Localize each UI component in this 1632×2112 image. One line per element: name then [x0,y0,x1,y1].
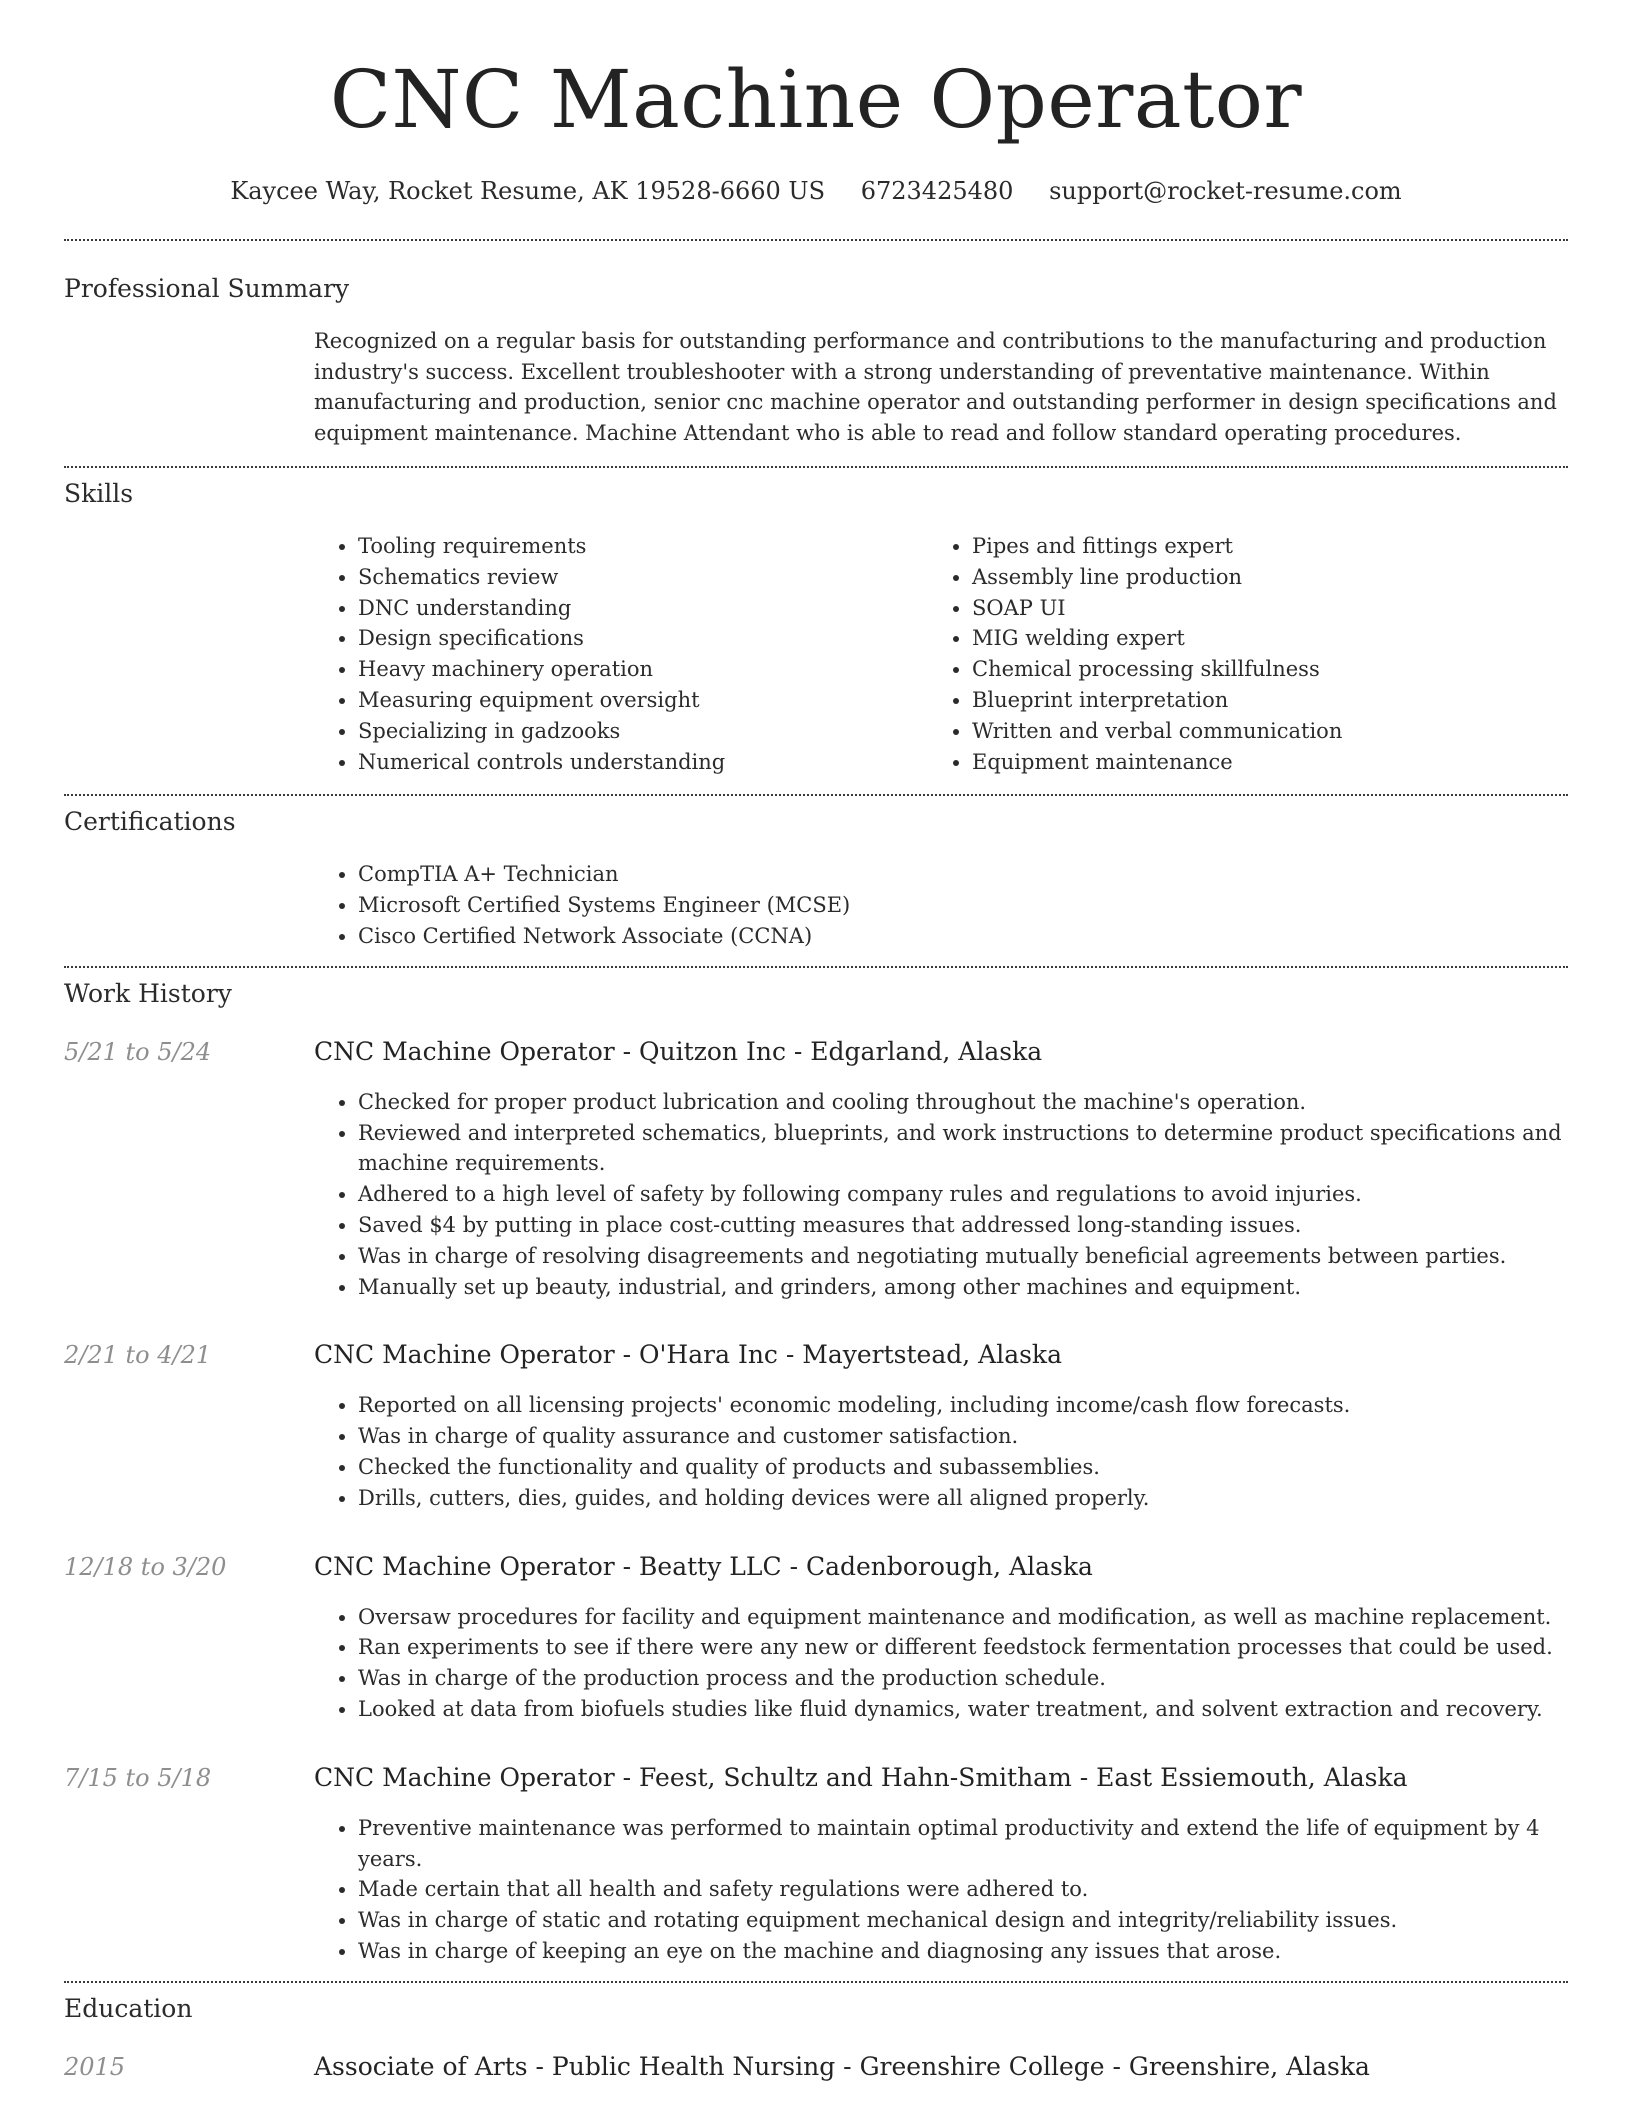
job-bullet: • Ran experiments to see if there were any new or different feedstock fermentation processes that could be used. [358,1632,1568,1663]
skills-column-left [314,531,928,777]
skill-item: • Schematics review [358,562,928,593]
job-bullet: • Was in charge of quality assurance and customer satisfaction. [358,1421,1568,1452]
job-bullet: • Oversaw procedures for facility and equipment maintenance and modification, as well as machine replacement. [358,1602,1568,1633]
skill-item: • Chemical processing skillfulness [972,654,1542,685]
skill-item: • MIG welding expert [972,623,1542,654]
job-bullet: • Reviewed and interpreted schematics, blueprints, and work instructions to determine product specifications and machine requirements. [358,1118,1568,1180]
job-bullet: • Was in charge of the production process and the production schedule. [358,1663,1568,1694]
job-title: CNC Machine Operator - Beatty LLC - Cadenborough, Alaska [314,1551,1093,1581]
skill-item: • Blueprint interpretation [972,685,1542,716]
education-section [64,1983,1568,2082]
education-title: Associate of Arts - Public Health Nursing - Greenshire College - Greenshire, Alaska [314,2051,1370,2081]
job-bullet: • Was in charge of static and rotating equipment mechanical design and integrity/reliability issues. [358,1905,1568,1936]
section-title-skills: Skills [64,479,134,508]
skill-item: • Design specifications [358,623,928,654]
resume-name: CNC Machine Operator [329,53,1303,146]
job-bullet: • Adhered to a high level of safety by following company rules and regulations to avoid injuries. [358,1179,1568,1210]
skill-item: • Equipment maintenance [972,747,1542,778]
contact-address: Kaycee Way, Rocket Resume, AK 19528-6660 US [230,177,826,205]
education-entry [64,2052,1568,2082]
job-bullet: • Was in charge of keeping an eye on the machine and diagnosing any issues that arose. [358,1936,1568,1967]
job-entry [64,1552,1568,1725]
job-entry [64,1340,1568,1513]
job-bullet: • Checked the functionality and quality of products and subassemblies. [358,1452,1568,1483]
job-bullet: • Reported on all licensing projects' economic modeling, including income/cash flow forecasts. [358,1390,1568,1421]
skill-item: • Specializing in gadzooks [358,716,928,747]
summary-section [64,241,1568,448]
job-bullet: • Drills, cutters, dies, guides, and holding devices were all aligned properly. [358,1483,1568,1514]
job-title: CNC Machine Operator - O'Hara Inc - Mayertstead, Alaska [314,1340,1062,1370]
summary-text: Recognized on a regular basis for outstanding performance and contributions to the manufacturing and production industry's success. Excellent troubleshooter with a strong understanding of preventative maintenance. Within manufacturing and production, senior cnc machine operator and outstanding performer in design specifications and equipment maintenance. Machine Attendant who is able to read and follow standard operating procedures. [314,329,1557,445]
job-bullet: • Manually set up beauty, industrial, and grinders, among other machines and equipment. [358,1272,1568,1303]
job-bullet: • Was in charge of resolving disagreements and negotiating mutually beneficial agreements between parties. [358,1241,1568,1272]
skill-item: • SOAP UI [972,593,1542,624]
skill-item: • Tooling requirements [358,531,928,562]
job-bullet: • Preventive maintenance was performed to maintain optimal productivity and extend the life of equipment by 4 years. [358,1813,1568,1875]
skill-item: • Pipes and fittings expert [972,531,1542,562]
certifications-section [64,796,1568,951]
job-date: 7/15 to 5/18 [64,1763,212,1792]
job-date: 2/21 to 4/21 [64,1341,212,1370]
job-date: 5/21 to 5/24 [64,1037,212,1066]
skill-item: • Written and verbal communication [972,716,1542,747]
contact-phone: 6723425480 [860,177,1014,205]
certification-item: • CompTIA A+ Technician [358,859,1568,890]
skill-item: • Assembly line production [972,562,1542,593]
job-bullet: • Made certain that all health and safety regulations were adhered to. [358,1874,1568,1905]
job-bullet: • Looked at data from biofuels studies like fluid dynamics, water treatment, and solvent extraction and recovery. [358,1694,1568,1725]
section-title-summary: Professional Summary [64,274,350,303]
work-history-section [64,968,1568,1967]
job-entry [64,1763,1568,1967]
skill-item: • Heavy machinery operation [358,654,928,685]
contact-email: support@rocket-resume.com [1049,177,1402,205]
skills-section [64,468,1568,777]
skills-column-right [928,531,1542,777]
section-title-education: Education [64,1993,193,2023]
job-bullet: • Saved $4 by putting in place cost-cutting measures that addressed long-standing issues. [358,1210,1568,1241]
job-bullet: • Checked for proper product lubrication and cooling throughout the machine's operation. [358,1087,1568,1118]
certification-item: • Cisco Certified Network Associate (CCNA) [358,921,1568,952]
job-entry [64,1037,1568,1303]
job-title: CNC Machine Operator - Feest, Schultz and Hahn-Smitham - East Essiemouth, Alaska [314,1762,1408,1792]
certification-item: • Microsoft Certified Systems Engineer (MCSE) [358,890,1568,921]
section-title-certifications: Certifications [64,807,236,837]
education-date: 2015 [64,2052,126,2081]
job-title: CNC Machine Operator - Quitzon Inc - Edgarland, Alaska [314,1036,1043,1066]
section-title-work-history: Work History [64,978,232,1008]
skill-item: • DNC understanding [358,593,928,624]
job-date: 12/18 to 3/20 [64,1552,227,1581]
contact-line [64,176,1568,206]
skill-item: • Numerical controls understanding [358,747,928,778]
skill-item: • Measuring equipment oversight [358,685,928,716]
